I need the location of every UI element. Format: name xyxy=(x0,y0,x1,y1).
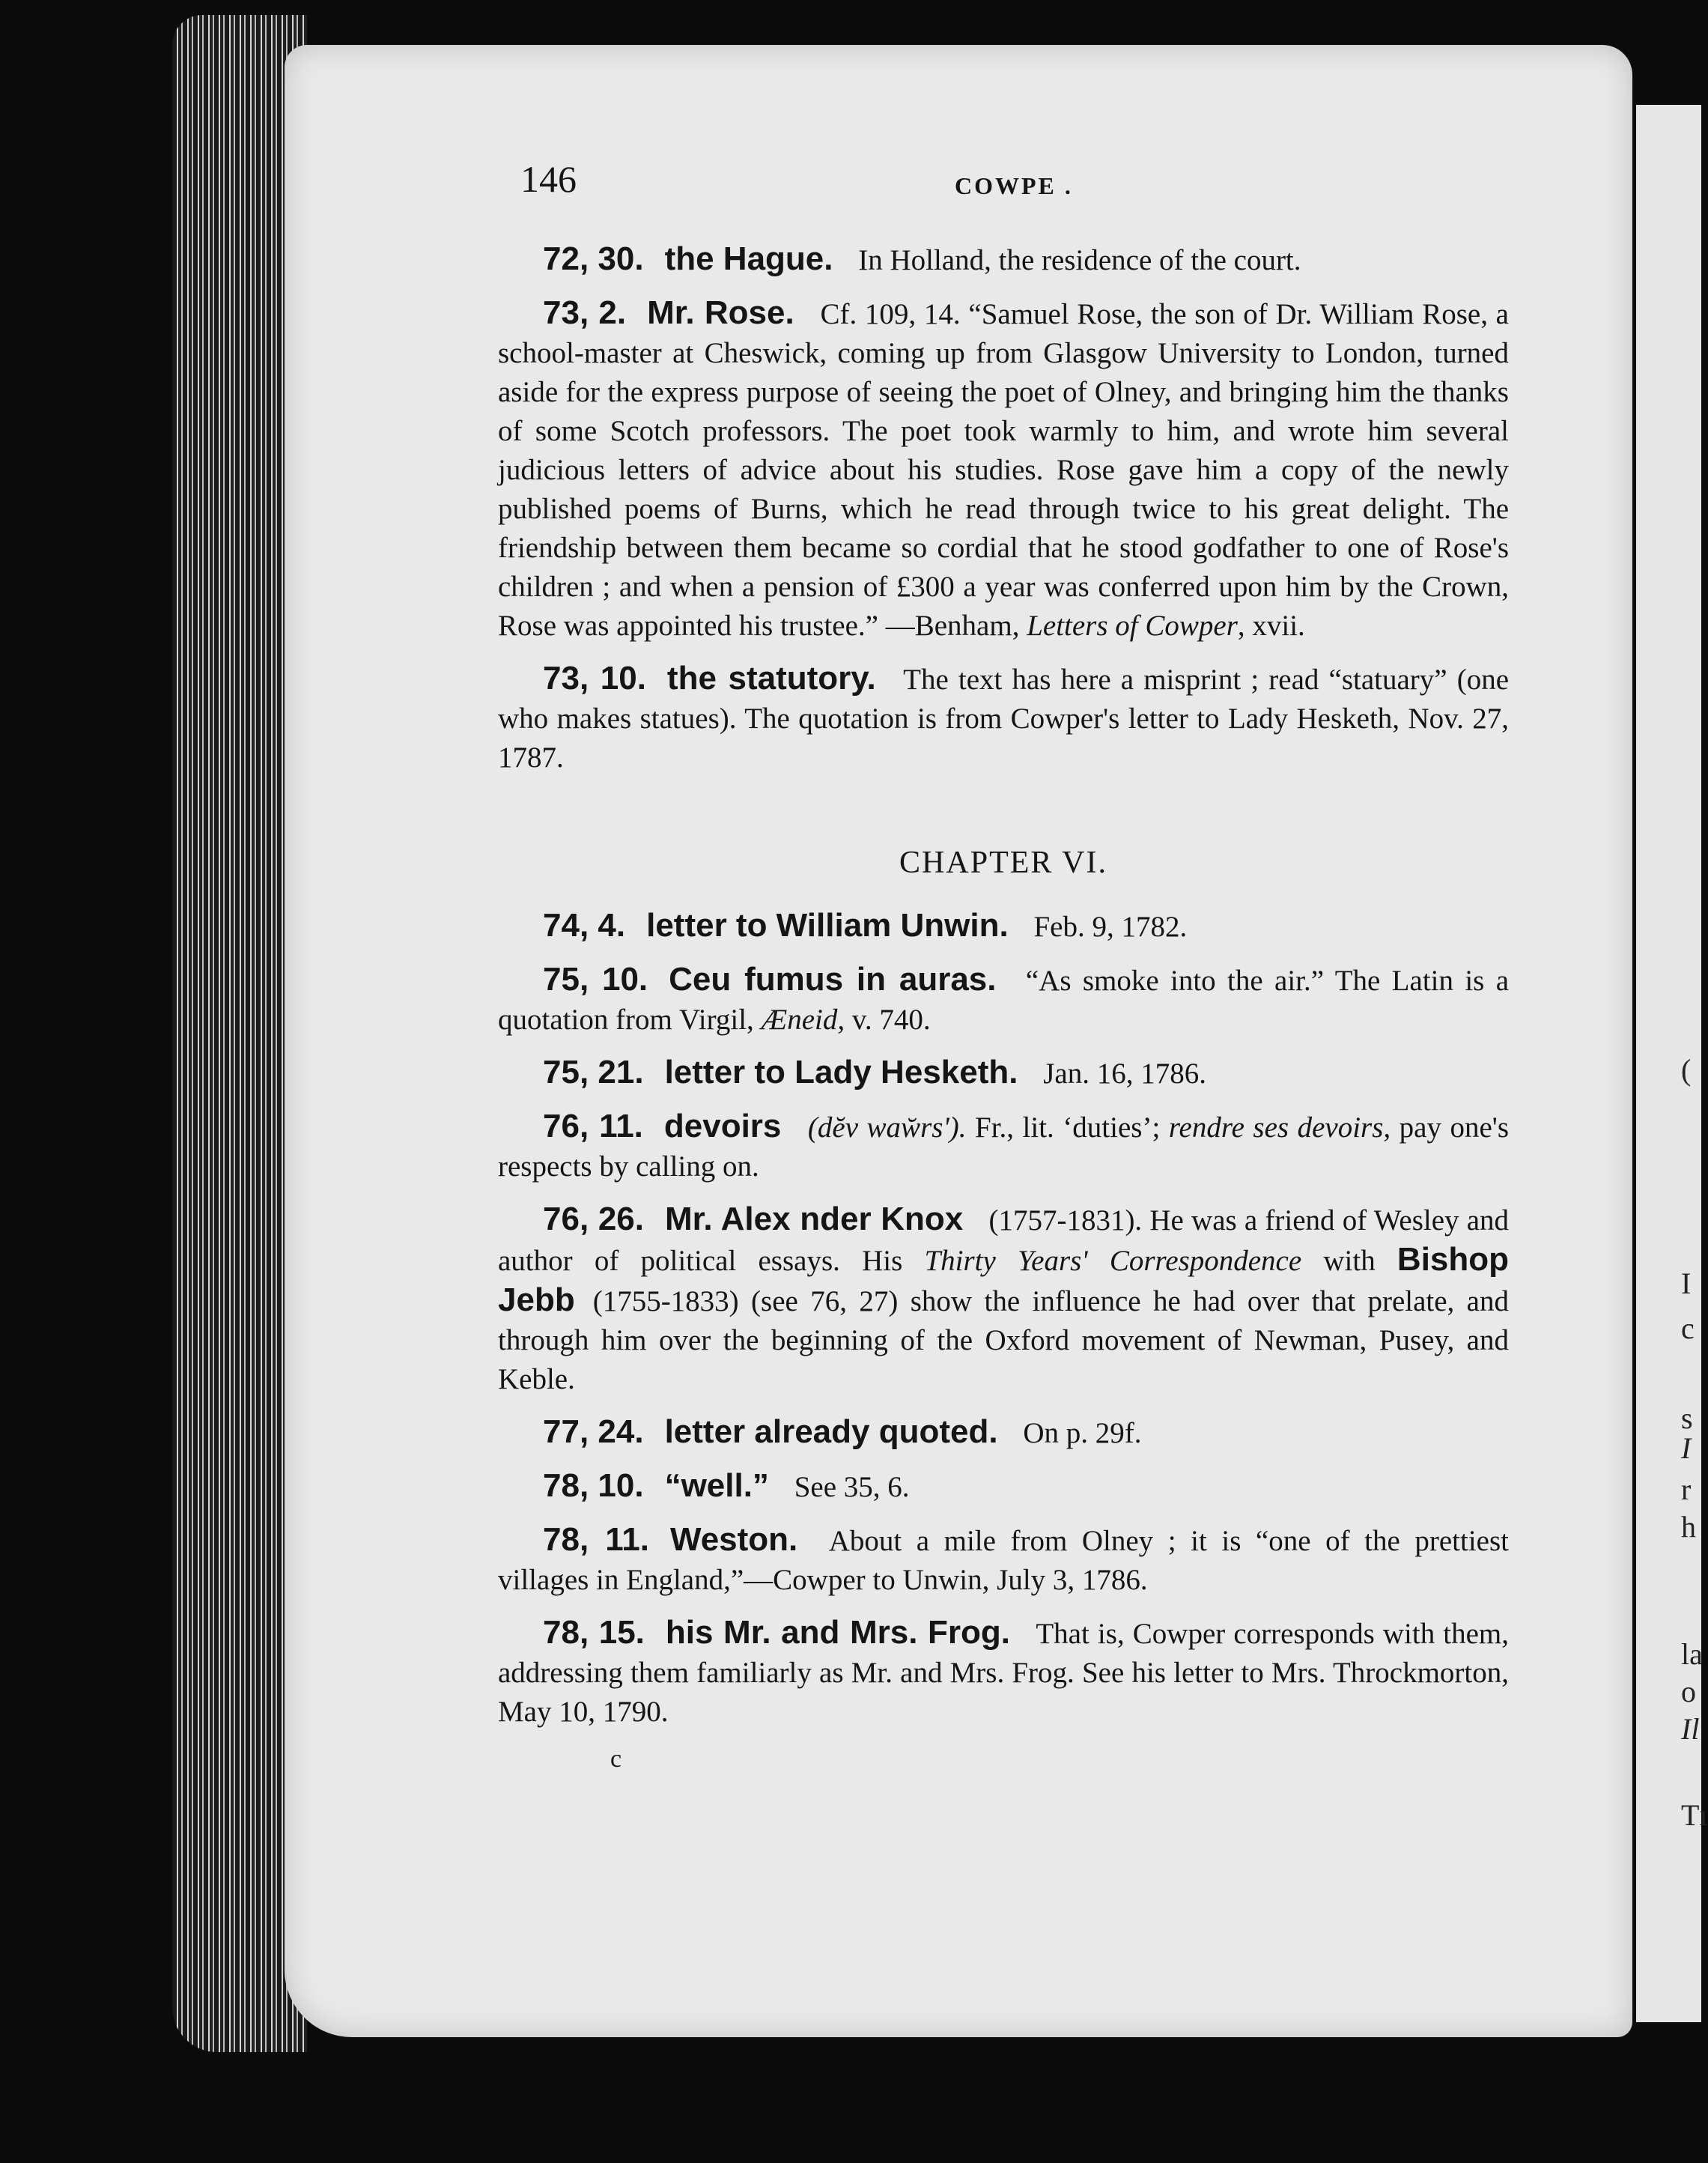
note-entry xyxy=(498,1200,1509,1399)
note-entry xyxy=(498,1413,1509,1453)
note-ref: 77, 24. xyxy=(543,1413,644,1450)
note-ref: 75, 21. xyxy=(543,1054,644,1090)
page-header xyxy=(498,157,1509,225)
note-head: the statutory. xyxy=(666,660,876,697)
note-head: Bishop Jebb xyxy=(498,1241,1510,1318)
note-body: “As smoke into the air.” The Latin is a quotation from Virgil, xyxy=(498,965,1509,1036)
facing-page-fragment: Tı xyxy=(1681,1798,1708,1832)
note-title-italic: Letters of Cowper xyxy=(1027,610,1238,642)
note-ref: 76, 26. xyxy=(543,1201,645,1237)
running-head: COWPE . xyxy=(955,172,1073,199)
facing-page-fragment: I xyxy=(1681,1266,1692,1300)
facing-page-fragment: s xyxy=(1681,1401,1693,1435)
note-ref: 78, 11. xyxy=(543,1521,649,1558)
chapter-title: CHAPTER VI. xyxy=(899,846,1107,880)
note-entry xyxy=(498,240,1509,280)
facing-page-fragment: c xyxy=(1681,1311,1695,1345)
note-ref: 73, 10. xyxy=(543,660,646,697)
note-entry xyxy=(498,1520,1509,1600)
note-head: Weston. xyxy=(669,1521,798,1558)
note-body: (1755-1833) (see 76, 27) show the influence he had over that prelate, and through him over the beginning of the Oxford movement of Newman, Pusey, and Keble. xyxy=(498,1285,1509,1395)
facing-page-fragment: I xyxy=(1681,1431,1692,1465)
note-body: (1757-1831). He was a friend of Wesley and author of political essays. His xyxy=(498,1204,1510,1277)
note-entry xyxy=(498,906,1509,947)
note-body: , xvii. xyxy=(1237,610,1305,642)
note-ref: 78, 10. xyxy=(543,1467,644,1504)
note-body: On p. 29f. xyxy=(1023,1417,1142,1449)
note-phrase-italic: rendre ses devoirs, xyxy=(1168,1111,1391,1144)
page-number: 146 xyxy=(520,158,577,200)
note-entry xyxy=(498,294,1509,646)
note-title-italic: Æneid, xyxy=(761,1004,845,1036)
note-entry xyxy=(498,1107,1509,1186)
note-body: Fr., lit. ‘duties’; xyxy=(975,1111,1161,1144)
note-body: In Holland, the residence of the court. xyxy=(858,244,1301,276)
note-head: devoirs xyxy=(663,1108,782,1144)
note-body: That is, Cowper corresponds with them, addressing them familiarly as Mr. and Mrs. Frog. See his letter to Mrs. Throckmorton, May 10, 1790. xyxy=(498,1618,1510,1728)
note-entry xyxy=(498,1053,1509,1093)
note-body: Jan. 16, 1786. xyxy=(1043,1058,1206,1090)
pronunciation: (dĕv waw̆rs'). xyxy=(807,1111,967,1144)
facing-page-fragment: Il xyxy=(1681,1712,1700,1746)
note-body: with xyxy=(1323,1245,1376,1277)
note-head: Mr. Alex nder Knox xyxy=(665,1201,964,1237)
note-body: pay one's respects by calling on. xyxy=(498,1111,1509,1183)
note-ref: 76, 11. xyxy=(543,1108,643,1144)
facing-page-fragment: ( xyxy=(1681,1053,1692,1087)
page-content xyxy=(498,157,1509,1774)
note-head: letter to William Unwin. xyxy=(646,907,1009,944)
signature-mark: c xyxy=(610,1745,622,1773)
note-body: The text has here a misprint ; read “statuary” (one who makes statues). The quotation is from Cowper's letter to Lady Hesketh, Nov. 27, 1787. xyxy=(498,664,1510,774)
note-head: “well.” xyxy=(664,1467,769,1504)
facing-page-fragment: r xyxy=(1681,1472,1692,1506)
note-head: letter already quoted. xyxy=(664,1413,998,1450)
note-title-italic: Thirty Years' Correspondence xyxy=(924,1245,1302,1277)
note-head: letter to Lady Hesketh. xyxy=(664,1054,1018,1090)
note-head: his Mr. and Mrs. Frog. xyxy=(665,1614,1010,1651)
facing-page-fragment: la xyxy=(1681,1637,1703,1671)
facing-page-fragment: h xyxy=(1681,1510,1696,1544)
note-body: About a mile from Olney ; it is “one of the prettiest villages in England,”—Cowper to Unwin, July 3, 1786. xyxy=(498,1525,1509,1596)
note-ref: 72, 30. xyxy=(543,240,644,277)
note-head: Ceu fumus in auras. xyxy=(669,961,997,998)
note-body: Cf. 109, 14. “Samuel Rose, the son of Dr. William Rose, a school-master at Cheswick, coming up from Glasgow University to London, turned aside for the express purpose of seeing the poet of Olney, and bringing him the thanks of some Scotch professors. The poet took warmly to him, and wrote him several judicious letters of advice about his studies. Rose gave him a copy of the newly published poems of Burns, which he read through twice to his great delight. The friendship between them became so cordial that he stood godfather to one of Rose's children ; and when a pension of £300 a year was conferred upon him by the Crown, Rose was appointed his trustee.” —Benham, xyxy=(498,298,1509,642)
note-entry xyxy=(498,1466,1509,1507)
note-head: the Hague. xyxy=(664,240,833,277)
note-ref: 73, 2. xyxy=(543,294,627,331)
note-body: Feb. 9, 1782. xyxy=(1033,911,1188,943)
note-entry xyxy=(498,659,1509,777)
note-ref: 78, 15. xyxy=(543,1614,645,1651)
note-head: Mr. Rose. xyxy=(647,294,794,331)
note-entry xyxy=(498,960,1509,1040)
note-body: See 35, 6. xyxy=(794,1471,910,1503)
facing-page-fragment: o xyxy=(1681,1675,1696,1708)
note-entry xyxy=(498,1613,1509,1732)
note-ref: 75, 10. xyxy=(543,961,648,998)
note-ref: 74, 4. xyxy=(543,907,626,944)
note-body: v. 740. xyxy=(851,1004,931,1036)
